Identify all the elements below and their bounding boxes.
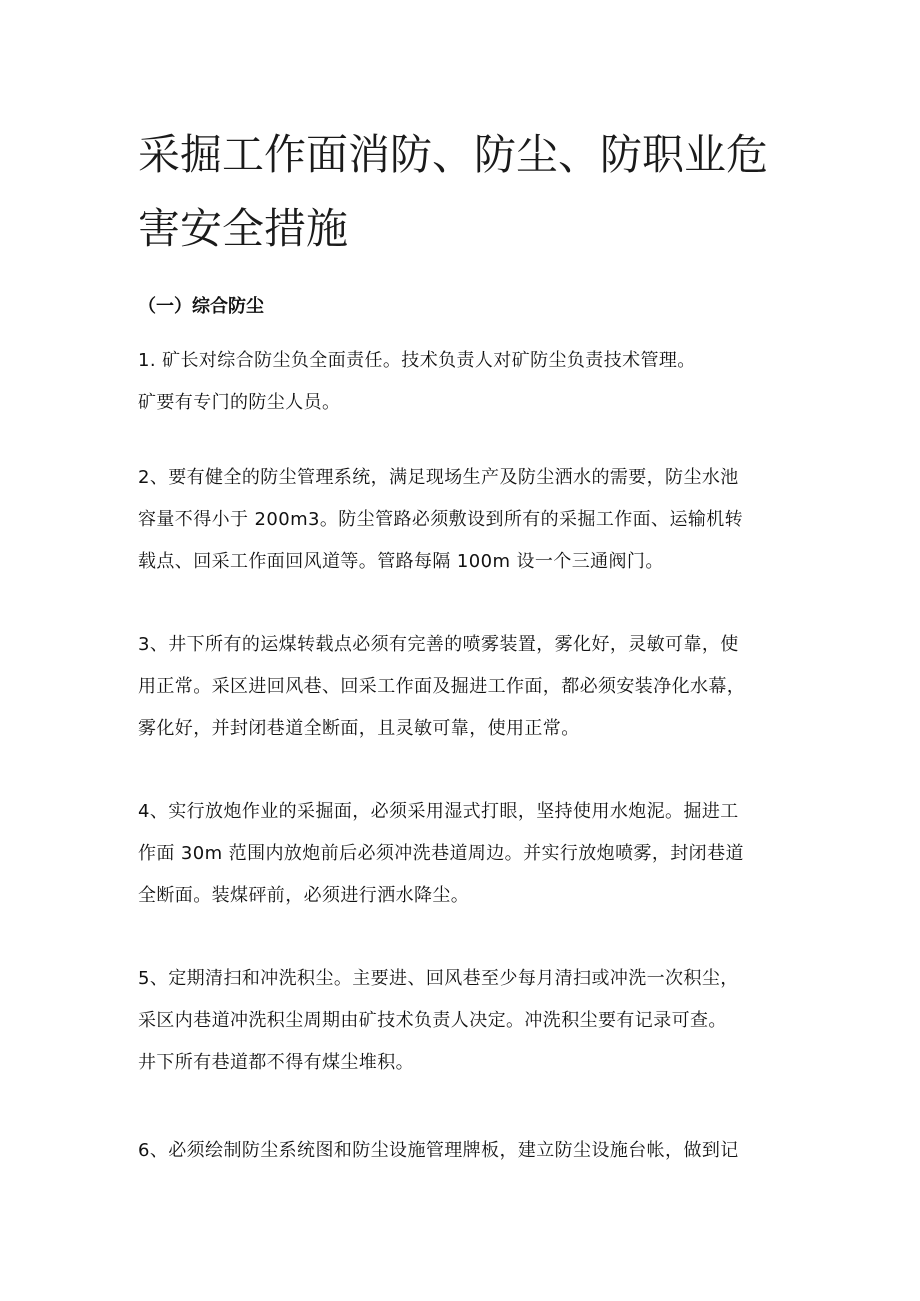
paragraph-5 [138, 958, 798, 1084]
document-title [138, 118, 838, 266]
section-heading: （一）综合防尘 [138, 296, 264, 317]
paragraph-line: 5、定期清扫和冲洗积尘。主要进、回风巷至少每月清扫或冲洗一次积尘， [138, 968, 739, 989]
paragraph-line: 载点、回采工作面回风道等。管路每隔 100m 设一个三通阀门。 [138, 551, 664, 572]
paragraph-line: 容量不得小于 200m3。防尘管路必须敷设到所有的采掘工作面、运输机转 [138, 509, 744, 530]
paragraph-line: 采区内巷道冲洗积尘周期由矿技术负责人决定。冲洗积尘要有记录可查。 [138, 1010, 727, 1031]
paragraph-line: 2、要有健全的防尘管理系统，满足现场生产及防尘洒水的需要，防尘水池 [138, 467, 739, 488]
title-line-1: 采掘工作面消防、防尘、防职业危 [138, 130, 769, 179]
paragraph-line: 作面 30m 范围内放炮前后必须冲洗巷道周边。并实行放炮喷雾，封闭巷道 [138, 843, 744, 864]
paragraph-4 [138, 791, 798, 917]
title-line-2: 害安全措施 [138, 204, 349, 253]
paragraph-line: 1. 矿长对综合防尘负全面责任。技术负责人对矿防尘负责技术管理。 [138, 350, 696, 371]
paragraph-line: 井下所有巷道都不得有煤尘堆积。 [138, 1052, 414, 1073]
paragraph-6 [138, 1130, 798, 1172]
paragraph-line: 矿要有专门的防尘人员。 [138, 392, 341, 413]
paragraph-line: 全断面。装煤砰前，必须进行洒水降尘。 [138, 885, 470, 906]
paragraph-line: 雾化好，并封闭巷道全断面，且灵敏可靠，使用正常。 [138, 718, 580, 739]
paragraph-1 [138, 340, 798, 424]
paragraph-line: 6、必须绘制防尘系统图和防尘设施管理牌板，建立防尘设施台帐，做到记 [138, 1140, 739, 1161]
paragraph-2 [138, 457, 798, 583]
paragraph-3 [138, 624, 798, 750]
paragraph-line: 4、实行放炮作业的采掘面，必须采用湿式打眼，坚持使用水炮泥。掘进工 [138, 801, 739, 822]
paragraph-line: 用正常。采区进回风巷、回采工作面及掘进工作面，都必须安装净化水幕， [138, 676, 746, 697]
paragraph-line: 3、井下所有的运煤转载点必须有完善的喷雾装置，雾化好，灵敏可靠，使 [138, 634, 739, 655]
